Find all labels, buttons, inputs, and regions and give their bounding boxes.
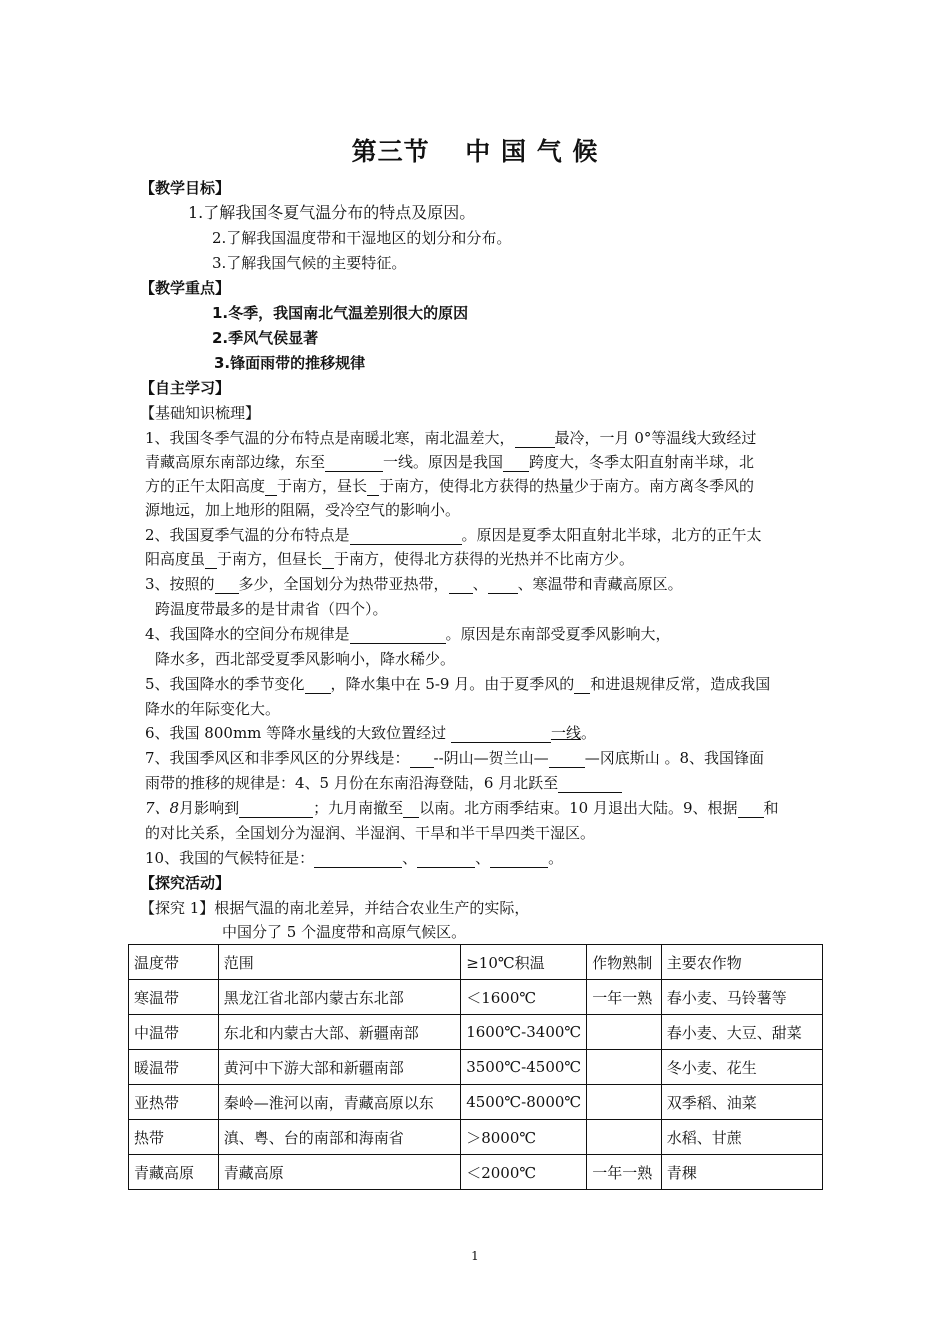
question-1-line xyxy=(145,476,754,496)
answer-blank[interactable] xyxy=(549,751,585,768)
page-number: 1 xyxy=(471,1249,479,1263)
table-cell: 亚热带 xyxy=(129,1085,219,1120)
question-text: 于南方，昼长 xyxy=(277,477,368,495)
answer-blank[interactable] xyxy=(205,552,217,569)
question-text: 于南方，但昼长 xyxy=(217,550,323,568)
question-1-line xyxy=(145,452,754,472)
goal-item: 3.了解我国气候的主要特征。 xyxy=(212,254,407,272)
question-text: 5、我国降水的季节变化 xyxy=(145,675,305,693)
answer-blank[interactable] xyxy=(403,801,419,818)
question-text: 跨度大，冬季太阳直射南半球，北 xyxy=(529,453,755,471)
table-cell: 黄河中下游大部和新疆南部 xyxy=(218,1050,460,1085)
answer-blank[interactable] xyxy=(574,677,590,694)
table-header-cell: 温度带 xyxy=(129,945,219,980)
question-text: 月影响到 xyxy=(179,799,240,817)
table-cell: 黑龙江省北部内蒙古东北部 xyxy=(218,980,460,1015)
table-cell: 青藏高原 xyxy=(218,1155,460,1190)
answer-blank[interactable] xyxy=(449,577,473,594)
answer-blank[interactable] xyxy=(314,851,402,868)
question-text: 。 xyxy=(548,849,564,867)
question-text: 雨带的推移的规律是：4、5 月份在东南沿海登陆，6 月北跃至 xyxy=(145,774,559,792)
question-7-line xyxy=(145,748,764,768)
question-5-line xyxy=(145,674,770,694)
question-8-line xyxy=(145,798,779,818)
explore-heading: 【探究活动】 xyxy=(140,874,231,892)
answer-blank[interactable] xyxy=(350,528,462,545)
answer-blank[interactable] xyxy=(558,776,622,793)
question-text: 于南方，使得北方获得的光热并不比南方少。 xyxy=(334,550,635,568)
table-cell: ＜1600℃ xyxy=(461,980,587,1015)
question-text: 多少，全国划分为热带亚热带， xyxy=(238,575,449,593)
keypoint-item: 1.冬季，我国南北气温差别很大的原因 xyxy=(212,304,469,322)
answer-blank[interactable] xyxy=(503,455,529,472)
question-text: 、 xyxy=(475,849,491,867)
question-text: 7、8 xyxy=(145,799,180,817)
table-header-cell: 主要农作物 xyxy=(661,945,822,980)
table-cell: 青藏高原 xyxy=(129,1155,219,1190)
knowledge-subheading: 【基础知识梳理】 xyxy=(140,404,261,422)
answer-blank[interactable] xyxy=(215,577,239,594)
table-cell: 冬小麦、花生 xyxy=(661,1050,822,1085)
question-text: 一线。原因是我国 xyxy=(383,453,504,471)
table-cell: 中温带 xyxy=(129,1015,219,1050)
question-text: 、寒温带和青藏高原区。 xyxy=(517,575,683,593)
question-text: 、 xyxy=(472,575,488,593)
question-text: 10、我国的气候特征是： xyxy=(145,849,315,867)
table-row xyxy=(129,1085,823,1120)
answer-blank[interactable] xyxy=(322,552,334,569)
self-study-heading: 【自主学习】 xyxy=(140,379,231,397)
answer-blank[interactable] xyxy=(367,479,379,496)
table-cell: 春小麦、马铃薯等 xyxy=(661,980,822,1015)
question-text: 和 xyxy=(763,799,779,817)
table-header-row xyxy=(129,945,823,980)
table-cell: 秦岭—淮河以南，青藏高原以东 xyxy=(218,1085,460,1120)
table-cell: 热带 xyxy=(129,1120,219,1155)
question-1-line xyxy=(145,428,756,448)
goal-item: 1.了解我国冬夏气温分布的特点及原因。 xyxy=(188,203,476,222)
keypoints-heading: 【教学重点】 xyxy=(140,279,231,297)
answer-blank[interactable] xyxy=(738,801,764,818)
question-text: 一线 xyxy=(550,724,581,742)
table-header-cell: ≥10℃积温 xyxy=(461,945,587,980)
question-4-line: 降水多，西北部受夏季风影响小，降水稀少。 xyxy=(155,650,456,668)
question-2-line xyxy=(145,525,762,545)
page-title: 第三节 中 国 气 候 xyxy=(351,137,599,166)
question-4-line xyxy=(145,624,671,644)
question-text: --阴山—贺兰山— xyxy=(433,749,549,767)
question-text: 。原因是夏季太阳直射北半球，北方的正午太 xyxy=(461,526,762,544)
table-cell: 暖温带 xyxy=(129,1050,219,1085)
answer-blank[interactable] xyxy=(325,455,383,472)
answer-blank[interactable] xyxy=(350,627,446,644)
question-3-line xyxy=(145,574,683,594)
keypoint-item: 3.锋面雨带的推移规律 xyxy=(214,354,366,372)
question-text: 最冷，一月 0°等温线大致经过 xyxy=(554,429,757,447)
goal-item: 2.了解我国温度带和干湿地区的划分和分布。 xyxy=(212,229,512,247)
table-cell: 4500℃-8000℃ xyxy=(461,1085,587,1120)
table-cell: 春小麦、大豆、甜菜 xyxy=(661,1015,822,1050)
question-text: 3、按照的 xyxy=(145,575,215,593)
question-5-line: 降水的年际变化大。 xyxy=(145,700,281,718)
table-cell: 1600℃-3400℃ xyxy=(461,1015,587,1050)
temperature-zone-table xyxy=(128,944,823,1190)
table-row xyxy=(129,1050,823,1085)
question-text: 方的正午太阳高度 xyxy=(145,477,266,495)
table-cell xyxy=(587,1120,662,1155)
answer-blank[interactable] xyxy=(451,726,551,743)
table-cell: ＞8000℃ xyxy=(461,1120,587,1155)
table-header-cell: 作物熟制 xyxy=(587,945,662,980)
answer-blank[interactable] xyxy=(410,751,434,768)
keypoint-item: 2.季风气侯显著 xyxy=(212,329,319,347)
table-cell: 3500℃-4500℃ xyxy=(461,1050,587,1085)
question-text: 1、我国冬季气温的分布特点是南暖北寒，南北温差大， xyxy=(145,429,515,447)
question-text: 6、我国 800mm 等降水量线的大致位置经过 xyxy=(145,724,447,742)
question-text: 青藏高原东南部边缘，东至 xyxy=(145,453,326,471)
question-text: 、 xyxy=(402,849,418,867)
question-text: 2、我国夏季气温的分布特点是 xyxy=(145,526,350,544)
table-cell: 寒温带 xyxy=(129,980,219,1015)
table-cell: 双季稻、油菜 xyxy=(661,1085,822,1120)
table-header-cell: 范围 xyxy=(218,945,460,980)
answer-blank[interactable] xyxy=(515,431,555,448)
question-text: 和进退规律反常，造成我国 xyxy=(590,675,771,693)
table-cell: 东北和内蒙古大部、新疆南部 xyxy=(218,1015,460,1050)
answer-blank[interactable] xyxy=(417,851,475,868)
question-9-line: 的对比关系，全国划分为湿润、半湿润、干旱和半干旱四类干湿区。 xyxy=(145,824,596,842)
table-row xyxy=(129,1155,823,1190)
question-3-line: 跨温度带最多的是甘肃省（四个）。 xyxy=(155,600,388,618)
question-text: 阳高度虽 xyxy=(145,550,206,568)
table-cell xyxy=(587,1085,662,1120)
table-cell: 一年一熟 xyxy=(587,980,662,1015)
question-text: 以南。北方雨季结束。10 月退出大陆。9、根据 xyxy=(419,799,738,817)
question-1-line: 源地远，加上地形的阻隔，受冷空气的影响小。 xyxy=(145,501,461,519)
question-text: ，降水集中在 5-9 月。由于夏季风的 xyxy=(330,675,575,693)
question-text: 。原因是东南部受夏季风影响大， xyxy=(445,625,671,643)
table-cell: 一年一熟 xyxy=(587,1155,662,1190)
table-row xyxy=(129,1120,823,1155)
table-cell: 青稞 xyxy=(661,1155,822,1190)
answer-blank[interactable] xyxy=(305,677,331,694)
question-8-line xyxy=(145,773,622,793)
question-text: 。 xyxy=(580,724,596,742)
goals-heading: 【教学目标】 xyxy=(140,179,231,197)
answer-blank[interactable] xyxy=(239,801,313,818)
table-cell xyxy=(587,1015,662,1050)
table-row xyxy=(129,1015,823,1050)
question-text: ；九月南撤至 xyxy=(313,799,404,817)
table-cell: ＜2000℃ xyxy=(461,1155,587,1190)
answer-blank[interactable] xyxy=(490,851,548,868)
answer-blank[interactable] xyxy=(488,577,518,594)
explore-text: 【探究 1】根据气温的南北差异，并结合农业生产的实际， xyxy=(140,899,530,917)
table-cell: 滇、粤、台的南部和海南省 xyxy=(218,1120,460,1155)
table-cell xyxy=(587,1050,662,1085)
question-text: —冈底斯山 。8、我国锋面 xyxy=(584,749,765,767)
table-row xyxy=(129,980,823,1015)
explore-text: 中国分了 5 个温度带和高原气候区。 xyxy=(222,923,467,941)
question-text: 7、我国季风区和非季风区的分界线是： xyxy=(145,749,410,767)
question-10-line xyxy=(145,848,563,868)
question-6-line xyxy=(145,723,596,743)
question-2-line xyxy=(145,549,634,569)
question-text: 于南方，使得北方获得的热量少于南方。南方离冬季风的 xyxy=(379,477,755,495)
question-text: 4、我国降水的空间分布规律是 xyxy=(145,625,350,643)
answer-blank[interactable] xyxy=(265,479,277,496)
table-cell: 水稻、甘蔗 xyxy=(661,1120,822,1155)
